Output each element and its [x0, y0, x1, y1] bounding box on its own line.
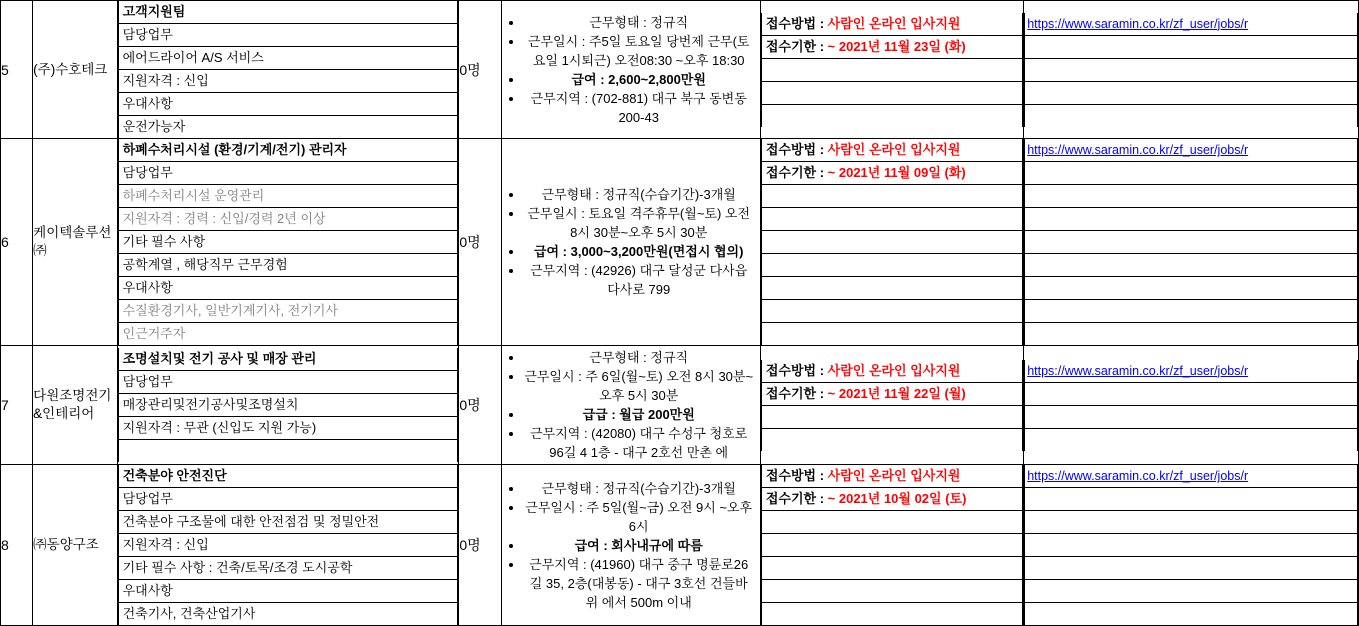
- condition-item: • 근무일시 : 주 6일(월~토) 오전 8시 30분~오후 5시 30분: [524, 367, 754, 405]
- work-conditions: [502, 183, 760, 301]
- detail-lines: [118, 465, 459, 625]
- table-row: [1, 465, 1359, 626]
- detail-line: 건축분야 안전진단: [118, 465, 458, 488]
- conditions-cell: [501, 1, 760, 139]
- conditions-cell: [501, 139, 760, 346]
- empty-cell: [761, 511, 1022, 534]
- detail-line: 지원자격 : 신입: [118, 534, 458, 557]
- condition-item: • 근무일시 : 주5일 토요일 당번제 근무(토요일 1시퇴근) 오전08:30 ~오후 18:30: [524, 32, 754, 70]
- row-number: 7: [1, 346, 33, 465]
- apply-method-value: 사람인 온라인 입사지원: [827, 15, 961, 31]
- apply-method-row: [761, 465, 1022, 488]
- conditions-cell: [501, 346, 760, 465]
- detail-line: 우대사항: [118, 580, 458, 603]
- detail-line: 공학계열 , 해당직무 근무경험: [118, 254, 458, 277]
- empty-cell: [1025, 557, 1358, 580]
- detail-line: 지원자격 : 경력 : 신입/경력 2년 이상: [118, 208, 458, 231]
- apply-info: [761, 360, 1023, 451]
- link-column-cell: [1024, 1, 1359, 139]
- detail-line: 건축기사, 건축산업기사: [118, 603, 458, 626]
- apply-method-value: 사람인 온라인 입사지원: [827, 142, 961, 157]
- link-column-cell: [1024, 139, 1359, 346]
- condition-item: • 근무지역 : (42080) 대구 수성구 청호로96길 4 1층 - 대구 2호선 만촌 에: [524, 424, 754, 462]
- apply-method-label: 접수방법 :: [765, 468, 828, 483]
- detail-line: 건축분야 구조물에 대한 안전점검 및 정밀안전: [118, 511, 458, 534]
- conditions-cell: [501, 465, 760, 626]
- empty-cell: [1025, 185, 1358, 208]
- company-name: (주)수호테크: [33, 1, 117, 139]
- apply-cell: [760, 465, 1023, 626]
- detail-line: 담당업무: [118, 371, 458, 394]
- headcount: 0명: [459, 1, 501, 139]
- empty-cell: [1025, 231, 1358, 254]
- work-conditions: [502, 477, 760, 614]
- posting-link[interactable]: https://www.saramin.co.kr/zf_user/jobs/r: [1027, 16, 1249, 31]
- deadline-row: [761, 35, 1022, 58]
- detail-line: 담당업무: [118, 488, 458, 511]
- deadline-label: 접수기한 :: [765, 491, 828, 506]
- detail-line: 지원자격 : 신입: [118, 70, 458, 93]
- posting-link-row[interactable]: [1025, 465, 1358, 488]
- detail-line: 우대사항: [118, 277, 458, 300]
- empty-cell: [1025, 405, 1358, 428]
- deadline-value: ~ 2021년 11월 23일 (화): [827, 38, 966, 54]
- apply-cell: [760, 346, 1023, 465]
- job-detail-cell: [117, 465, 459, 626]
- empty-cell: [1025, 300, 1358, 323]
- condition-item: • 근무일시 : 주 5일(월~금) 오전 9시 ~오후 6시: [524, 498, 754, 536]
- apply-method-label: 접수방법 :: [765, 362, 828, 378]
- detail-line: 기타 필수 사항: [118, 231, 458, 254]
- apply-info: [761, 13, 1023, 127]
- table-row: [1, 139, 1359, 346]
- condition-item: • 급여 : 회사내규에 따름: [524, 536, 754, 555]
- apply-method-value: 사람인 온라인 입사지원: [827, 362, 961, 378]
- job-detail-cell: [117, 139, 459, 346]
- condition-item: • 근무형태 : 정규직: [524, 348, 754, 367]
- deadline-row: [761, 162, 1022, 185]
- deadline-row: [761, 382, 1022, 405]
- row-number: 6: [1, 139, 33, 346]
- detail-line: 담당업무: [118, 162, 458, 185]
- empty-cell: [1025, 81, 1358, 104]
- row-number: 5: [1, 1, 33, 139]
- empty-cell: [761, 557, 1022, 580]
- empty-cell: [761, 104, 1022, 127]
- link-column-cell: [1024, 346, 1359, 465]
- detail-lines: [118, 1, 459, 138]
- empty-cell: [761, 603, 1022, 626]
- headcount: 0명: [459, 139, 501, 346]
- empty-cell: [761, 231, 1022, 254]
- company-name: 다원조명전기&인테리어: [33, 346, 117, 465]
- posting-link-row[interactable]: [1025, 360, 1358, 383]
- detail-line: 매장관리및전기공사및조명설치: [118, 394, 458, 417]
- deadline-value: ~ 2021년 11월 09일 (화): [827, 165, 966, 180]
- detail-lines: [118, 348, 459, 462]
- empty-cell: [1025, 511, 1358, 534]
- condition-item: • 근무일시 : 토요일 격주휴무(월~토) 오전 8시 30분~오후 5시 30분: [524, 204, 754, 242]
- empty-cell: [761, 185, 1022, 208]
- deadline-label: 접수기한 :: [765, 165, 828, 180]
- empty-cell: [761, 208, 1022, 231]
- apply-cell: [760, 1, 1023, 139]
- empty-cell: [1025, 603, 1358, 626]
- company-name: 케이텍솔루션㈜: [33, 139, 117, 346]
- work-conditions: [502, 346, 760, 464]
- condition-item: • 급급 : 월급 200만원: [524, 405, 754, 424]
- detail-line: 고객지원팀: [118, 1, 458, 24]
- empty-cell: [1025, 162, 1358, 185]
- detail-line: 기타 필수 사항 : 건축/토목/조경 도시공학: [118, 557, 458, 580]
- apply-method-row: [761, 360, 1022, 383]
- condition-item: • 근무형태 : 정규직: [524, 13, 754, 32]
- deadline-label: 접수기한 :: [765, 385, 828, 401]
- posting-link[interactable]: https://www.saramin.co.kr/zf_user/jobs/r: [1027, 469, 1249, 483]
- empty-cell: [1025, 208, 1358, 231]
- apply-method-value: 사람인 온라인 입사지원: [827, 468, 961, 483]
- empty-cell: [1025, 428, 1358, 451]
- detail-line: 수질환경기사, 일반기계기사, 전기기사: [118, 300, 458, 323]
- apply-info: [761, 465, 1023, 625]
- detail-line: 운전가능자: [118, 116, 458, 139]
- detail-line: 하폐수처리시설 운영관리: [118, 185, 458, 208]
- deadline-row: [761, 488, 1022, 511]
- posting-link-row[interactable]: [1025, 13, 1358, 36]
- table-row: [1, 346, 1359, 465]
- detail-line: 우대사항: [118, 93, 458, 116]
- condition-item: • 급여 : 2,600~2,800만원: [524, 70, 754, 89]
- condition-item: • 근무형태 : 정규직(수습기간)-3개월: [524, 185, 754, 204]
- posting-link[interactable]: https://www.saramin.co.kr/zf_user/jobs/r: [1027, 363, 1249, 378]
- empty-cell: [761, 580, 1022, 603]
- apply-method-label: 접수방법 :: [765, 15, 828, 31]
- deadline-label: 접수기한 :: [765, 38, 828, 54]
- link-column-cell: [1024, 465, 1359, 626]
- empty-cell: [761, 428, 1022, 451]
- link-cell: [1024, 465, 1358, 625]
- empty-cell: [1025, 580, 1358, 603]
- deadline-value: ~ 2021년 10월 02일 (토): [827, 491, 967, 506]
- condition-item: • 근무지역 : (42926) 대구 달성군 다사읍 다사로 799: [524, 261, 754, 299]
- empty-cell: [761, 300, 1022, 323]
- empty-cell: [1025, 277, 1358, 300]
- link-cell: [1024, 139, 1358, 345]
- empty-cell: [761, 277, 1022, 300]
- empty-cell: [761, 534, 1022, 557]
- apply-method-row: [761, 13, 1022, 36]
- posting-link-row[interactable]: [1025, 139, 1358, 162]
- apply-cell: [760, 139, 1023, 346]
- empty-cell: [761, 405, 1022, 428]
- empty-cell: [1025, 382, 1358, 405]
- apply-info: [761, 139, 1023, 345]
- work-conditions: [502, 11, 760, 129]
- company-name: ㈜동양구조: [33, 465, 117, 626]
- empty-cell: [1025, 104, 1358, 127]
- empty-cell: [761, 58, 1022, 81]
- detail-line: 담당업무: [118, 24, 458, 47]
- apply-method-row: [761, 139, 1022, 162]
- detail-line: 조명설치및 전기 공사 및 매장 관리: [118, 348, 458, 371]
- empty-cell: [1025, 488, 1358, 511]
- empty-cell: [1025, 35, 1358, 58]
- detail-line: [118, 440, 458, 463]
- table-row: [1, 1, 1359, 139]
- posting-link[interactable]: https://www.saramin.co.kr/zf_user/jobs/r: [1027, 143, 1249, 157]
- empty-cell: [761, 81, 1022, 104]
- empty-cell: [1025, 254, 1358, 277]
- detail-lines: [118, 139, 459, 345]
- link-cell: [1024, 360, 1358, 451]
- empty-cell: [1025, 323, 1358, 346]
- condition-item: • 근무지역 : (41960) 대구 중구 명륜로26길 35, 2층(대봉동) - 대구 3호선 건들바위 에서 500m 이내: [524, 555, 754, 612]
- empty-cell: [761, 254, 1022, 277]
- condition-item: • 급여 : 3,000~3,200만원(면접시 협의): [524, 242, 754, 261]
- headcount: 0명: [459, 346, 501, 465]
- job-detail-cell: [117, 1, 459, 139]
- row-number: 8: [1, 465, 33, 626]
- job-detail-cell: [117, 346, 459, 465]
- empty-cell: [1025, 58, 1358, 81]
- detail-line: 지원자격 : 무관 (신입도 지원 가능): [118, 417, 458, 440]
- detail-line: 에어드라이어 A/S 서비스: [118, 47, 458, 70]
- empty-cell: [761, 323, 1022, 346]
- detail-line: 하폐수처리시설 (환경/기계/전기) 관리자: [118, 139, 458, 162]
- detail-line: 인근거주자: [118, 323, 458, 346]
- headcount: 0명: [459, 465, 501, 626]
- condition-item: • 근무형태 : 정규직(수습기간)-3개월: [524, 479, 754, 498]
- apply-method-label: 접수방법 :: [765, 142, 828, 157]
- condition-item: • 근무지역 : (702-881) 대구 북구 동변동 200-43: [524, 89, 754, 127]
- empty-cell: [1025, 534, 1358, 557]
- deadline-value: ~ 2021년 11월 22일 (월): [827, 385, 966, 401]
- link-cell: [1024, 13, 1358, 127]
